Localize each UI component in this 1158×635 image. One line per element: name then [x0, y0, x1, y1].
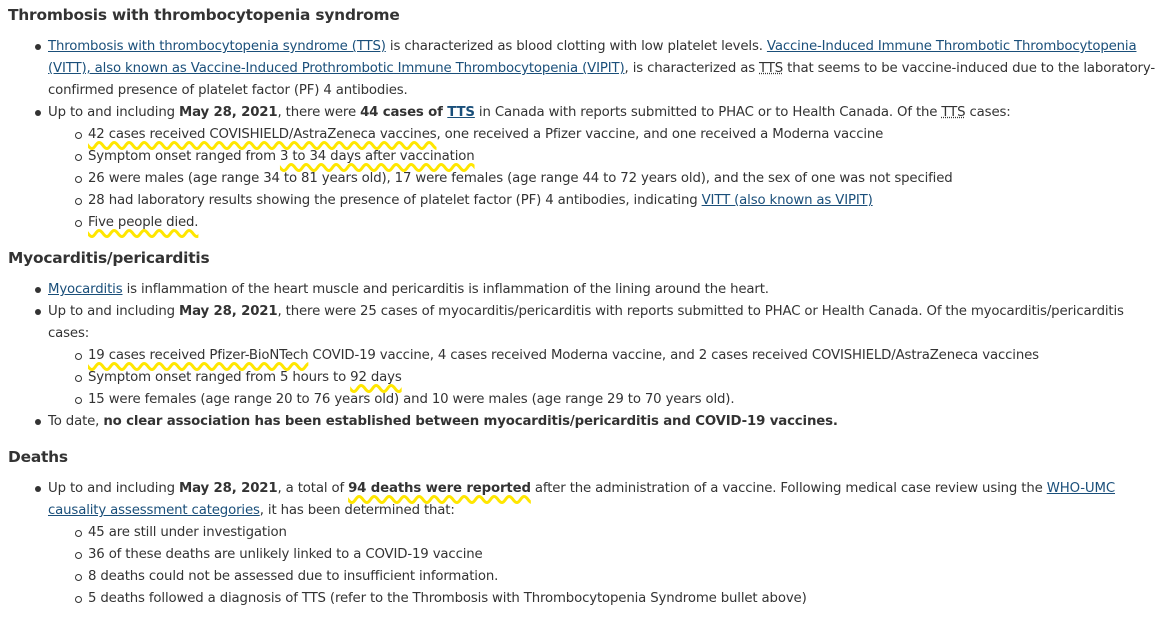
- list-item: [48, 345, 1158, 367]
- vitt-link[interactable]: VITT (also known as VIPIT): [701, 193, 873, 208]
- list-item: 36 of these deaths are unlikely linked to a COVID-19 vaccine: [48, 544, 1158, 566]
- deaths-sublist: [48, 522, 1158, 610]
- highlight: 42 cases received COVISHIELD/AstraZeneca vaccines: [88, 127, 437, 142]
- list-item: 15 were females (age range 20 to 76 years old) and 10 were males (age range 29 to 70 years old).: [48, 389, 1158, 411]
- list-item: [48, 212, 1158, 234]
- highlight: Five people died.: [88, 215, 199, 230]
- date: May 28, 2021: [179, 481, 278, 496]
- text: 44 cases of: [360, 105, 448, 120]
- list-item: [8, 411, 1158, 433]
- section-heading-myocarditis: Myocarditis/pericarditis: [8, 249, 210, 267]
- text: that seems to be vaccine-induced due to the laboratory-confirmed presence of platelet factor (PF) 4 antibodies.: [48, 61, 1156, 98]
- text: cases:: [965, 105, 1011, 120]
- tts-sublist: [48, 124, 1158, 234]
- section-heading-tts: Thrombosis with thrombocytopenia syndrome: [8, 6, 400, 24]
- text: To date,: [48, 414, 104, 429]
- date: May 28, 2021: [179, 105, 278, 120]
- deaths-list: [8, 478, 1158, 610]
- text: , a total of: [277, 481, 349, 496]
- highlight: 3 to 34 days after vaccination: [279, 149, 475, 164]
- list-item: [48, 190, 1158, 212]
- text: , one received a Pfizer vaccine, and one received a Moderna vaccine: [436, 127, 884, 142]
- myocarditis-link[interactable]: Myocarditis: [48, 282, 123, 297]
- bold-text: no clear association has been established between myocarditis/pericarditis and COVID-19 vaccines.: [103, 414, 838, 429]
- list-item: [48, 146, 1158, 168]
- text: Up to and including: [48, 481, 180, 496]
- case-count: [360, 105, 475, 120]
- text: Up to and including: [48, 105, 180, 120]
- list-item: [8, 279, 1158, 301]
- list-item: 26 were males (age range 34 to 81 years old), 17 were females (age range 44 to 72 years old), and the sex of one was not specified: [48, 168, 1158, 190]
- tts-abbr: TTS: [759, 61, 784, 76]
- list-item: [8, 36, 1158, 102]
- date: May 28, 2021: [179, 304, 278, 319]
- tts-abbr: TTS: [941, 105, 966, 120]
- list-item: 8 deaths could not be assessed due to insufficient information.: [48, 566, 1158, 588]
- text: 28 had laboratory results showing the presence of platelet factor (PF) 4 antibodies, indicating: [88, 193, 702, 208]
- tts-list: [8, 36, 1158, 234]
- list-item: [8, 478, 1158, 610]
- who-umc-link[interactable]: WHO-UMC causality assessment categories: [48, 481, 1115, 518]
- list-item: [48, 367, 1158, 389]
- list-item: 45 are still under investigation: [48, 522, 1158, 544]
- text: in Canada with reports submitted to PHAC or to Health Canada. Of the: [474, 105, 942, 120]
- myocarditis-list: [8, 279, 1158, 433]
- tts-cases-link[interactable]: TTS: [447, 105, 475, 120]
- section-heading-deaths: Deaths: [8, 448, 68, 466]
- text: , there were: [277, 105, 361, 120]
- text: Up to and including: [48, 304, 180, 319]
- list-item: [8, 301, 1158, 411]
- list-item: 5 deaths followed a diagnosis of TTS (refer to the Thrombosis with Thrombocytopenia Syndrome bullet above): [48, 588, 1158, 610]
- list-item: [48, 124, 1158, 146]
- highlight: 19 cases received Pfizer-BioNTech: [88, 348, 309, 363]
- text: after the administration of a vaccine. Following medical case review using the: [530, 481, 1047, 496]
- myocarditis-sublist: [48, 345, 1158, 411]
- text: Symptom onset ranged from: [88, 149, 280, 164]
- vitt-vipit-link[interactable]: Vaccine-Induced Immune Thrombotic Thrombocytopenia (VITT), also known as Vaccine-Induced Prothrombotic Immune Thrombocytopenia (VIPIT): [48, 39, 1137, 76]
- text: Symptom onset ranged from 5 hours to: [88, 370, 351, 385]
- highlight: 92 days: [350, 370, 402, 385]
- text: , is characterized as: [624, 61, 760, 76]
- text: is characterized as blood clotting with low platelet levels.: [385, 39, 767, 54]
- tts-link[interactable]: Thrombosis with thrombocytopenia syndrome (TTS): [48, 39, 386, 54]
- text: , there were 25 cases of myocarditis/pericarditis with reports submitted to PHAC or Health Canada. Of the myocarditis/pericarditis cases:: [48, 304, 1124, 341]
- text: is inflammation of the heart muscle and pericarditis is inflammation of the lining around the heart.: [122, 282, 769, 297]
- text: , it has been determined that:: [259, 503, 455, 518]
- text: COVID-19 vaccine, 4 cases received Moderna vaccine, and 2 cases received COVISHIELD/AstraZeneca vaccines: [308, 348, 1039, 363]
- highlight: 94 deaths were reported: [348, 481, 531, 496]
- list-item: [8, 102, 1158, 234]
